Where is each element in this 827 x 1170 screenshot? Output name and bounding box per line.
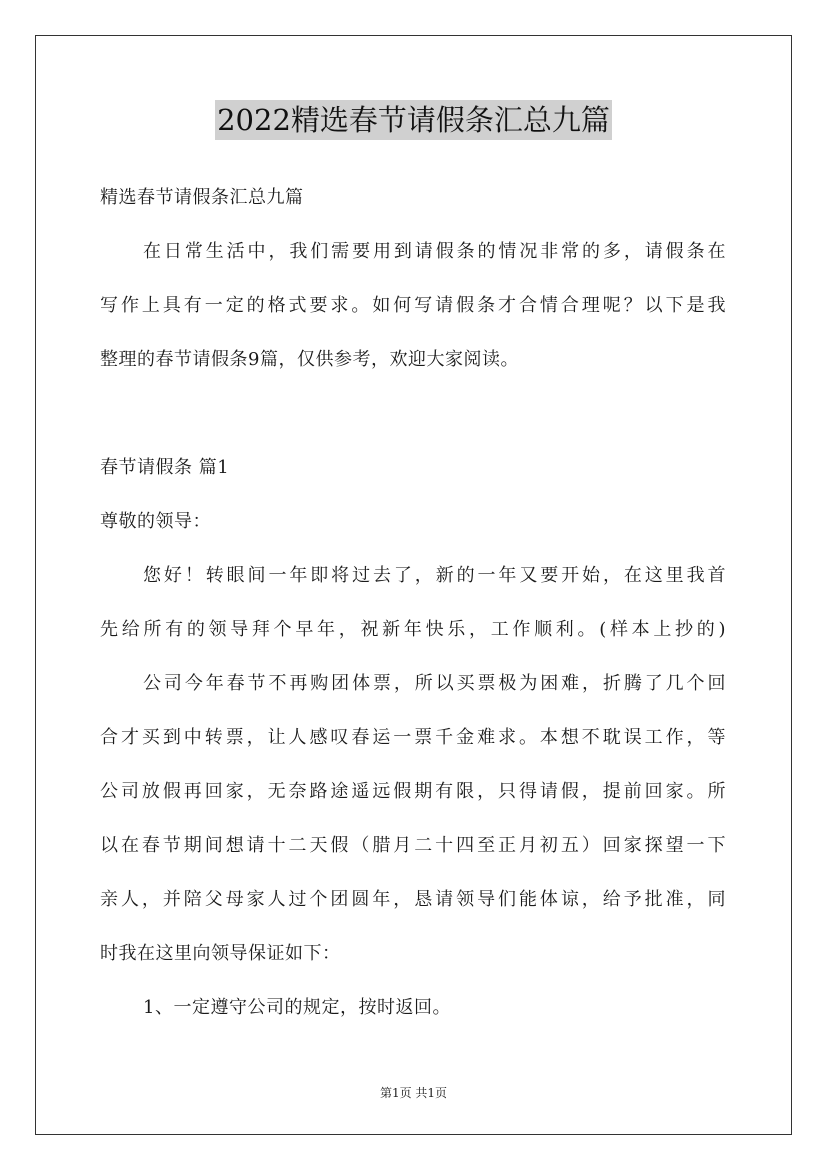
- paragraph-line: 您好！转眼间一年即将过去了，新的一年又要开始，在这里我首: [143, 565, 726, 586]
- paragraph-line: 以在春节期间想请十二天假（腊月二十四至正月初五）回家探望一下: [100, 835, 726, 856]
- paragraph-line: 时我在这里向领导保证如下：: [100, 943, 341, 964]
- paragraph-line: 公司今年春节不再购团体票，所以买票极为困难，折腾了几个回: [143, 673, 726, 694]
- title-container: [0, 100, 827, 140]
- paragraph-line: 先给所有的领导拜个早年，祝新年快乐，工作顺利。(样本上抄的): [100, 619, 726, 640]
- intro-line: 写作上具有一定的格式要求。如何写请假条才合情合理呢？以下是我: [100, 295, 726, 316]
- intro-line: 在日常生活中，我们需要用到请假条的情况非常的多，请假条在: [143, 241, 726, 262]
- list-item: 1、一定遵守公司的规定，按时返回。: [143, 997, 451, 1018]
- paragraph-line: 亲人，并陪父母家人过个团圆年，恳请领导们能体谅，给予批准，同: [100, 889, 726, 910]
- paragraph-line: 合才买到中转票，让人感叹春运一票千金难求。本想不耽误工作，等: [100, 727, 726, 748]
- intro-line: 整理的春节请假条9篇，仅供参考，欢迎大家阅读。: [100, 349, 519, 370]
- page-number: 第1页 共1页: [379, 1086, 448, 1100]
- paragraph-line: 公司放假再回家，无奈路途遥远假期有限，只得请假，提前回家。所: [100, 781, 726, 802]
- section-heading: 春节请假条 篇1: [100, 457, 230, 478]
- salutation: 尊敬的领导：: [100, 511, 211, 532]
- document-title: 2022精选春节请假条汇总九篇: [215, 100, 612, 140]
- subtitle: 精选春节请假条汇总九篇: [100, 187, 304, 208]
